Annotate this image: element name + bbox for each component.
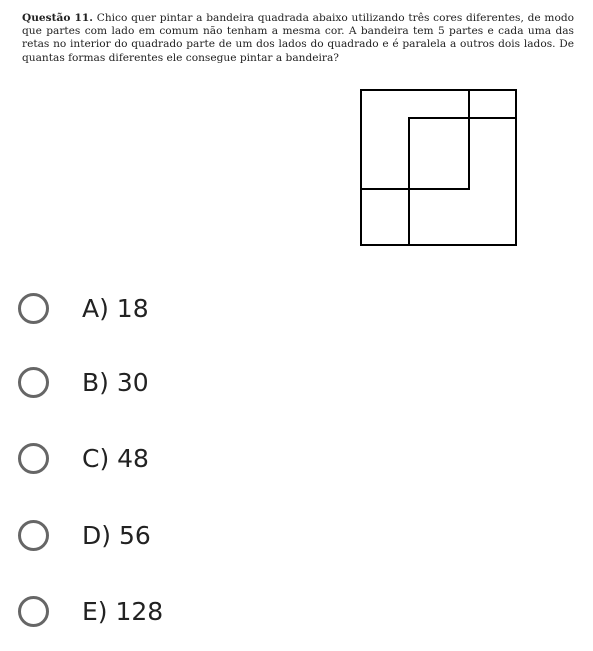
- radio-circle-icon[interactable]: [18, 520, 49, 551]
- option-d[interactable]: [18, 515, 151, 555]
- option-label: C) 48: [82, 443, 149, 473]
- option-c[interactable]: [18, 438, 149, 478]
- option-label: D) 56: [82, 520, 151, 550]
- option-a[interactable]: [18, 288, 149, 328]
- option-label: A) 18: [82, 293, 149, 323]
- radio-circle-icon[interactable]: [18, 596, 49, 627]
- option-e[interactable]: [18, 591, 163, 631]
- option-label: B) 30: [82, 367, 149, 397]
- radio-circle-icon[interactable]: [18, 443, 49, 474]
- option-label: E) 128: [82, 596, 164, 626]
- option-b[interactable]: [18, 362, 149, 402]
- radio-circle-icon[interactable]: [18, 367, 49, 398]
- radio-circle-icon[interactable]: [18, 293, 49, 324]
- question-label: Questão 11.: [22, 12, 93, 24]
- question-body: Chico quer pintar a bandeira quadrada abaixo utilizando três cores diferentes, de modo que partes com lado em comum não tenham a mesma cor. A bandeira tem 5 partes e cada uma das retas no interior do quadrado parte de um dos lados do quadrado e é paralela a outros dois lados. De quantas formas diferentes ele consegue pintar a bandeira?: [22, 12, 574, 64]
